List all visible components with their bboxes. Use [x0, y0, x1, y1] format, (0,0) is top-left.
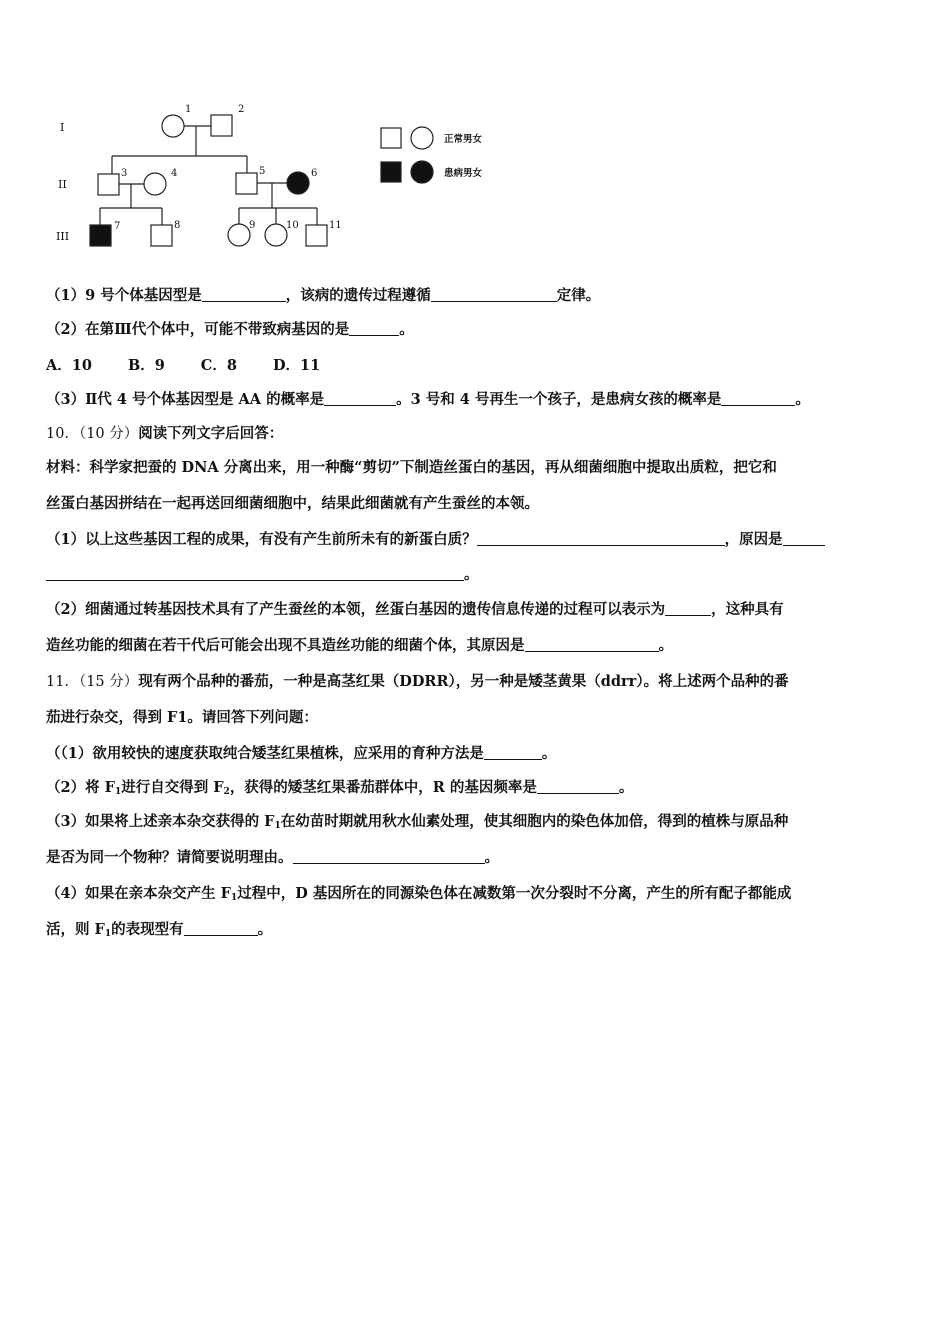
individual-9: [228, 224, 250, 246]
individual-2: [211, 115, 232, 136]
answer-blank[interactable]: [783, 531, 825, 546]
answer-blank[interactable]: [525, 637, 659, 652]
legend-affected-female-icon: [411, 161, 433, 183]
individual-11: [306, 225, 327, 246]
q10-material-line2: 丝蛋白基因拼结在一起再送回细菌细胞中，结果此细菌就有产生蚕丝的本领。: [46, 495, 539, 512]
q10-part2-cont: 造丝功能的细菌在若干代后可能会出现不具造丝功能的细菌个体，其原因是 。: [46, 637, 673, 654]
individual-number: 3: [121, 168, 128, 179]
legend-normal-male-icon: [381, 128, 401, 148]
individual-number: 8: [174, 220, 181, 231]
answer-blank[interactable]: [721, 391, 795, 406]
individual-number: 1: [185, 104, 192, 115]
q11-part1: （（1）欲用较快的速度获取纯合矮茎红果植株，应采用的育种方法是 。: [46, 745, 557, 762]
individual-5: [236, 173, 257, 194]
answer-blank[interactable]: [349, 321, 399, 336]
answer-blank[interactable]: [184, 921, 258, 936]
q11-part4: （4）如果在亲本杂交产生 $F_1$过程中，D 基因所在的同源染色体在减数第一次分裂时不分离，产生的所有配子都能成: [46, 885, 792, 903]
option-d[interactable]: D．11: [272, 357, 321, 374]
q9-part3: （3）Ⅱ代 4 号个体基因型是 AA 的概率是 。3 号和 4 号再生一个孩子，是患病女孩的概率是 。: [46, 391, 810, 408]
individual-number: 10: [286, 220, 299, 231]
legend-affected-label: 患病男女: [444, 168, 483, 179]
generation-label: II: [58, 178, 67, 191]
q11-part3-cont: 是否为同一个物种？请简要说明理由。 。: [46, 849, 499, 866]
legend-affected-male-icon: [381, 162, 401, 182]
generation-label: III: [56, 230, 70, 243]
answer-blank[interactable]: [46, 566, 464, 581]
q10-part1: （1）以上这些基因工程的成果，有没有产生前所未有的新蛋白质？ ，原因是: [46, 530, 825, 550]
q10-heading: 10．（10 分）阅读下列文字后回答：: [46, 425, 284, 442]
answer-blank[interactable]: [537, 779, 619, 794]
individual-number: 2: [238, 104, 245, 115]
answer-blank[interactable]: [202, 287, 286, 302]
option-b[interactable]: B．9: [127, 357, 165, 374]
individual-3: [98, 174, 119, 195]
answer-blank[interactable]: [484, 745, 542, 760]
individual-1: [162, 115, 184, 137]
answer-blank[interactable]: [324, 391, 396, 406]
individual-number: 7: [114, 221, 121, 232]
individual-number: 6: [311, 168, 318, 179]
q9-part1: （1）9 号个体基因型是 ，该病的遗传过程遵循 定律。: [46, 287, 601, 304]
q10-part1-cont: 。: [46, 565, 479, 585]
generation-label: I: [60, 121, 65, 134]
individual-10: [265, 224, 287, 246]
q10-material-line1: 材料：科学家把蚕的 DNA 分离出来，用一种酶“剪切”下制造丝蛋白的基因，再从细菌细胞中提取出质粒，把它和: [46, 459, 777, 476]
pedigree-chart: [40, 92, 510, 257]
individual-6: [287, 172, 309, 194]
q10-part2: （2）细菌通过转基因技术具有了产生蚕丝的本领，丝蛋白基因的遗传信息传递的过程可以表示为 ，这种具有: [46, 601, 784, 618]
legend-normal-label: 正常男女: [444, 134, 483, 145]
option-c[interactable]: C．8: [200, 357, 237, 374]
legend-normal-female-icon: [411, 127, 433, 149]
answer-blank[interactable]: [431, 287, 557, 302]
option-a[interactable]: A．10: [46, 357, 92, 374]
q9-part2: （2）在第Ⅲ代个体中，可能不带致病基因的是 。: [46, 321, 414, 338]
individual-number: 5: [259, 166, 266, 177]
q11-part3: （3）如果将上述亲本杂交获得的 $F_1$在幼苗时期就用秋水仙素处理，使其细胞内的染色体加倍，得到的植株与原品种: [46, 813, 789, 831]
q11-part4-cont: 活，则 $F_1$的表现型有 。: [46, 921, 273, 939]
individual-4: [144, 173, 166, 195]
individual-8: [151, 225, 172, 246]
q11-heading-cont: 茄进行杂交，得到 F1。请回答下列问题：: [46, 709, 318, 726]
answer-blank[interactable]: [293, 849, 485, 864]
answer-blank[interactable]: [665, 601, 711, 616]
individual-number: 4: [171, 168, 178, 179]
individual-number: 11: [329, 220, 342, 231]
q11-part2: （2）将 $F_1$进行自交得到 $F_2$，获得的矮茎红果番茄群体中，R 的基因频率是 。: [46, 779, 634, 797]
answer-blank[interactable]: [477, 531, 725, 546]
q9-options: [46, 356, 356, 376]
q11-heading: 11．（15 分）现有两个品种的番茄，一种是高茎红果（DDRR），另一种是矮茎黄果（ddrr）。将上述两个品种的番: [46, 673, 789, 690]
individual-number: 9: [249, 220, 256, 231]
individual-7: [90, 225, 111, 246]
